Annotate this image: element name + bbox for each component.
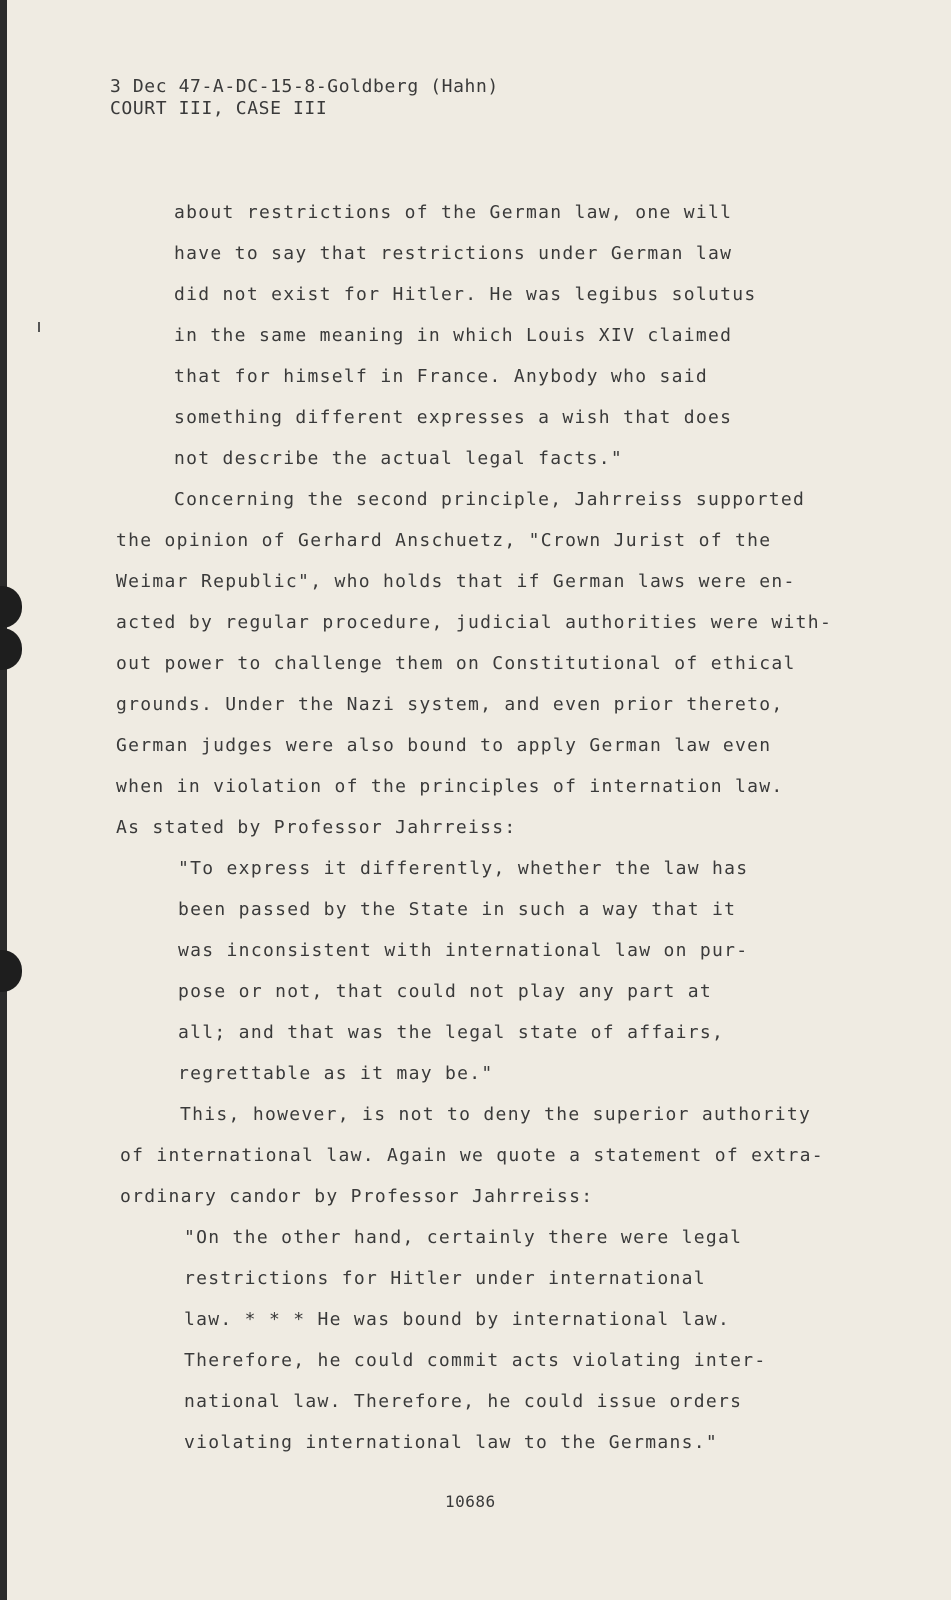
text-line: restrictions for Hitler under international <box>184 1268 706 1289</box>
text-line: acted by regular procedure, judicial authorities were with- <box>116 612 833 633</box>
text-line: grounds. Under the Nazi system, and even prior thereto, <box>116 694 784 715</box>
binding-hole <box>0 950 22 992</box>
text-line: law. * * * He was bound by international law. <box>184 1309 731 1330</box>
text-line: been passed by the State in such a way that it <box>178 899 737 920</box>
text-line: when in violation of the principles of internation law. <box>116 776 784 797</box>
page-number: 10686 <box>445 1492 496 1511</box>
text-line: Concerning the second principle, Jahrreiss supported <box>174 489 806 510</box>
text-line: something different expresses a wish that does <box>174 407 733 428</box>
text-line: "To express it differently, whether the law has <box>178 858 749 879</box>
binding-hole <box>0 628 22 670</box>
text-line: "On the other hand, certainly there were legal <box>184 1227 743 1248</box>
text-line: national law. Therefore, he could issue orders <box>184 1391 743 1412</box>
text-line: ordinary candor by Professor Jahrreiss: <box>120 1186 594 1207</box>
text-line: did not exist for Hitler. He was legibus solutus <box>174 284 757 305</box>
text-line: was inconsistent with international law on pur- <box>178 940 749 961</box>
text-line: German judges were also bound to apply German law even <box>116 735 772 756</box>
text-line: not describe the actual legal facts." <box>174 448 624 469</box>
margin-mark <box>38 322 40 332</box>
text-line: Therefore, he could commit acts violating inter- <box>184 1350 767 1371</box>
binding-hole <box>0 586 22 628</box>
document-header <box>110 76 499 120</box>
text-line: the opinion of Gerhard Anschuetz, "Crown Jurist of the <box>116 530 772 551</box>
text-line: violating international law to the Germans." <box>184 1432 719 1453</box>
text-line: have to say that restrictions under German law <box>174 243 733 264</box>
header-line-2: COURT III, CASE III <box>110 98 328 119</box>
text-line: all; and that was the legal state of affairs, <box>178 1022 725 1043</box>
text-line: As stated by Professor Jahrreiss: <box>116 817 517 838</box>
text-line: Weimar Republic", who holds that if German laws were en- <box>116 571 796 592</box>
text-line: of international law. Again we quote a statement of extra- <box>120 1145 824 1166</box>
text-line: This, however, is not to deny the superior authority <box>180 1104 812 1125</box>
text-line: about restrictions of the German law, one will <box>174 202 733 223</box>
binding-edge <box>0 0 7 1600</box>
text-line: that for himself in France. Anybody who said <box>174 366 709 387</box>
header-line-1: 3 Dec 47-A-DC-15-8-Goldberg (Hahn) <box>110 76 499 97</box>
text-line: pose or not, that could not play any part at <box>178 981 713 1002</box>
text-line: regrettable as it may be." <box>178 1063 494 1084</box>
text-line: in the same meaning in which Louis XIV claimed <box>174 325 733 346</box>
text-line: out power to challenge them on Constitutional of ethical <box>116 653 796 674</box>
